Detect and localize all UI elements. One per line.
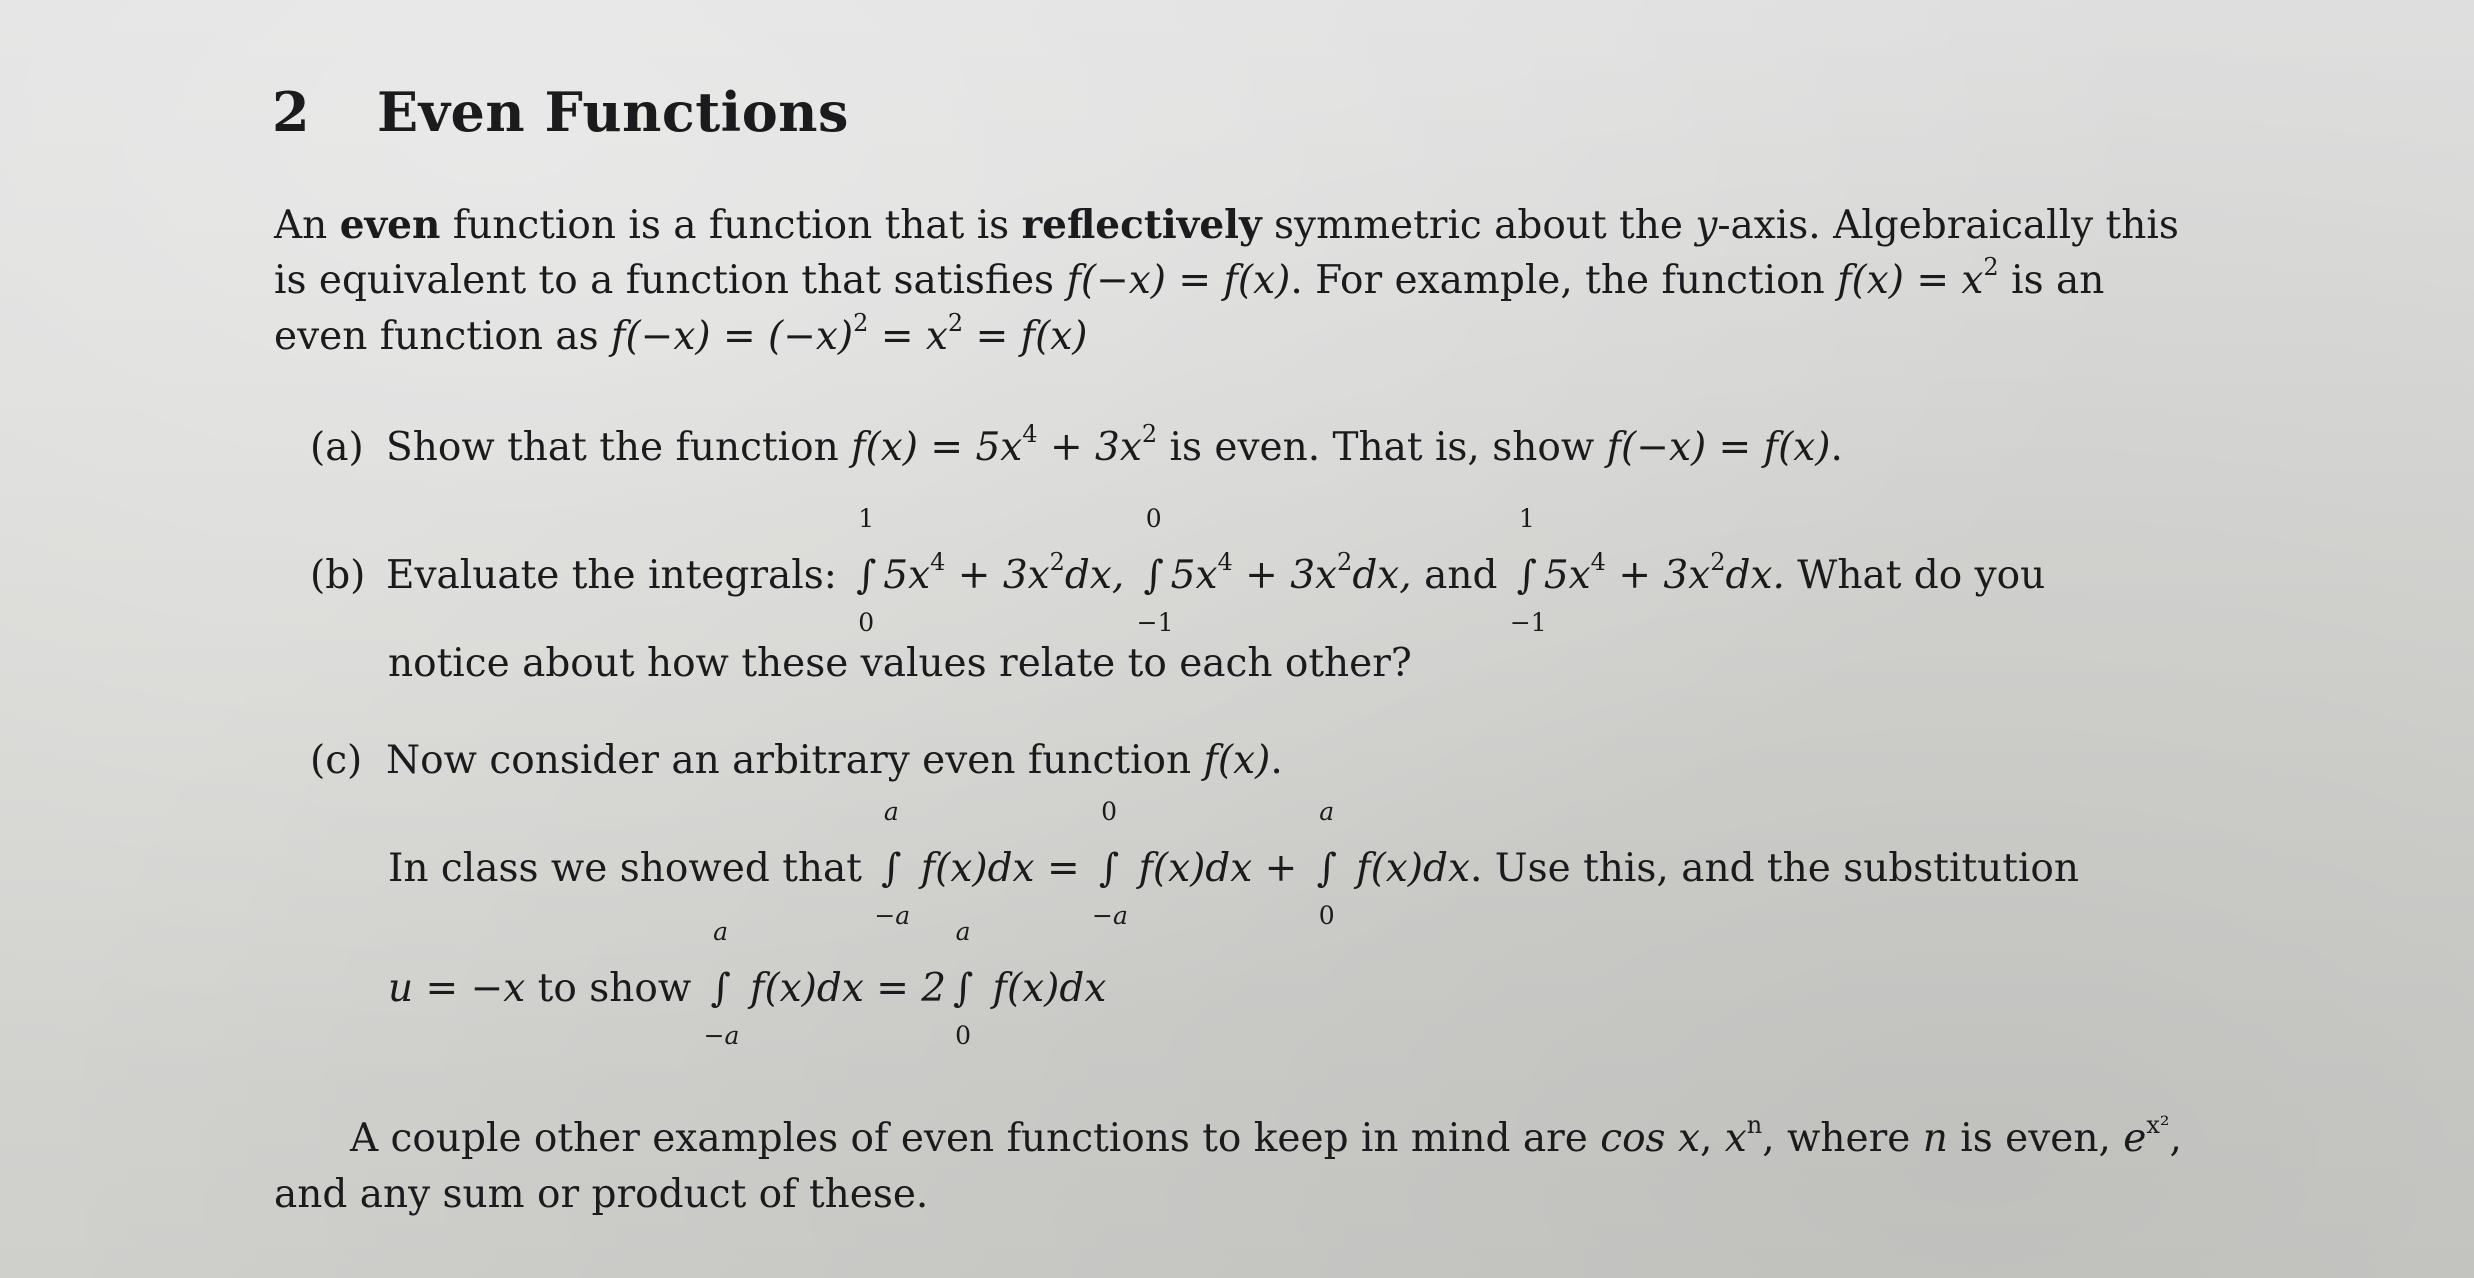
part-a: (a) Show that the function $f(x) = 5x^4 + 3x^2$ is even. That is, show f(−x) = f(x). bbox=[310, 420, 1843, 470]
intro-line-3: even function as $f(-x) = (-x)^2 = x^2 = f(x)$ bbox=[274, 309, 1088, 359]
integral-sign: 0 ∫ −1 bbox=[1136, 504, 1174, 637]
integral-sign: a ∫ 0 bbox=[952, 917, 974, 1050]
part-b-label: (b) bbox=[310, 553, 366, 598]
closing-line-2: and any sum or product of these. bbox=[274, 1172, 929, 1217]
part-c-label: (c) bbox=[310, 738, 363, 783]
integral-sign: 1 ∫ −1 bbox=[1509, 504, 1547, 637]
part-b-line-1: (b) Evaluate the integrals: 1 ∫ 0 $5x^4 + 3x^2dx$, 0 ∫ −1 $5x^4 + 3x^2dx$, and 1 ∫ −1 $5x^4 + 3x^2dx$. What do you bbox=[310, 504, 2046, 637]
integral-sign: 1 ∫ 0 bbox=[856, 504, 877, 637]
intro-line-2: is equivalent to a function that satisfies f(−x) = f(x). For example, the function $f(x) = x^2$ is an bbox=[274, 253, 2105, 303]
part-c-line-3: u = −x to show a ∫ −a f(x)dx = 2 a ∫ 0 f(x)dx bbox=[388, 917, 1107, 1050]
bold-even: even bbox=[339, 202, 441, 248]
integral-sign: a ∫ −a bbox=[874, 797, 911, 930]
part-b-line-2: notice about how these values relate to each other? bbox=[388, 641, 1412, 686]
bold-reflectively: reflectively bbox=[1021, 202, 1262, 248]
section-number: 2 bbox=[272, 80, 311, 144]
integral-sign: a ∫ −a bbox=[703, 917, 740, 1050]
section-heading bbox=[272, 80, 849, 144]
closing-line-1: A couple other examples of even functions to keep in mind are cos x, $x^n$, where n is even, $e^{x^2}$, bbox=[350, 1111, 2182, 1161]
part-c-line-2: In class we showed that a ∫ −a f(x)dx = 0 ∫ −a f(x)dx + a ∫ 0 f(x)dx. Use this, and the substitution bbox=[388, 797, 2079, 930]
intro-line-1: An even function is a function that is reflectively symmetric about the y-axis. Algebraically this bbox=[274, 202, 2179, 248]
part-c-line-1: (c) Now consider an arbitrary even function f(x). bbox=[310, 738, 1283, 783]
integral-sign: a ∫ 0 bbox=[1316, 797, 1337, 930]
integral-sign: 0 ∫ −a bbox=[1092, 797, 1128, 930]
section-title: Even Functions bbox=[377, 80, 849, 144]
part-a-label: (a) bbox=[310, 425, 364, 470]
